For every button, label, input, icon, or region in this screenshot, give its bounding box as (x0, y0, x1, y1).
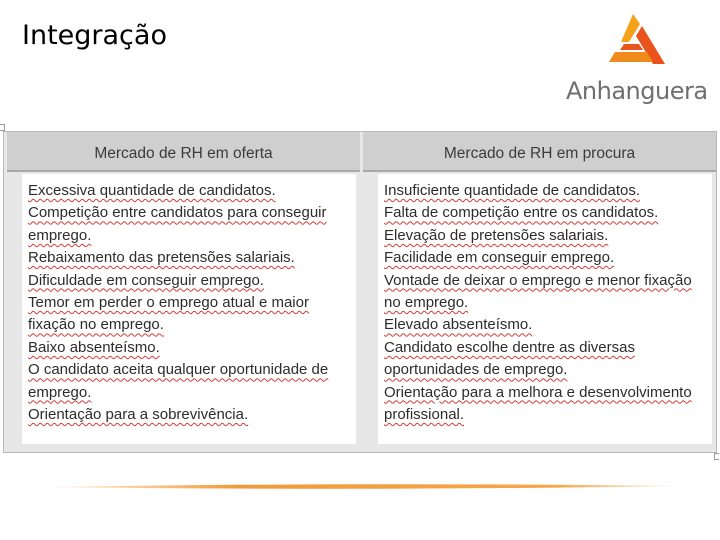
slide-title: Integração (22, 20, 167, 51)
column-body-procura (378, 174, 712, 444)
column-body-oferta (22, 174, 356, 444)
list-item: Falta de competição entre os candidatos. (384, 204, 659, 222)
list-item: Competição entre candidatos para conseguir emprego. (28, 204, 327, 244)
list-item: Orientação para a sobrevivência. (28, 406, 249, 424)
column-oferta (7, 132, 360, 452)
decorative-swoosh (44, 483, 684, 490)
list-item: Insuficiente quantidade de candidatos. (384, 182, 641, 199)
logo-text: Anhanguera (566, 77, 708, 105)
list-item: Rebaixamento das pretensões salariais. (28, 249, 295, 267)
list-item: O candidato aceita qualquer oportunidade de emprego. (28, 361, 329, 401)
list-item: Vontade de deixar o emprego e menor fixação no emprego. (384, 271, 692, 312)
logo-mark-icon (609, 14, 665, 76)
list-item: Elevado absenteísmo. (384, 316, 533, 334)
list-item: Candidato escolhe dentre as diversas oportunidades de emprego. (384, 338, 635, 379)
list-item: Facilidade em conseguir emprego. (384, 249, 615, 267)
list-item: Excessiva quantidade de candidatos. (28, 182, 276, 199)
list-item: Elevação de pretensões salariais. (384, 226, 609, 244)
corner-marker (0, 124, 5, 131)
list-item: Temor em perder o emprego atual e maior fixação no emprego. (28, 294, 309, 334)
corner-marker (714, 453, 719, 460)
comparison-table (3, 131, 717, 453)
column-header-oferta: Mercado de RH em oferta (7, 132, 360, 172)
column-header-procura: Mercado de RH em procura (363, 132, 716, 172)
anhanguera-logo (566, 14, 706, 110)
list-item: Orientação para a melhora e desenvolvimento profissional. (384, 383, 692, 424)
list-item: Baixo absenteísmo. (28, 338, 160, 356)
column-procura (363, 132, 716, 452)
list-item: Dificuldade em conseguir emprego. (28, 271, 264, 289)
